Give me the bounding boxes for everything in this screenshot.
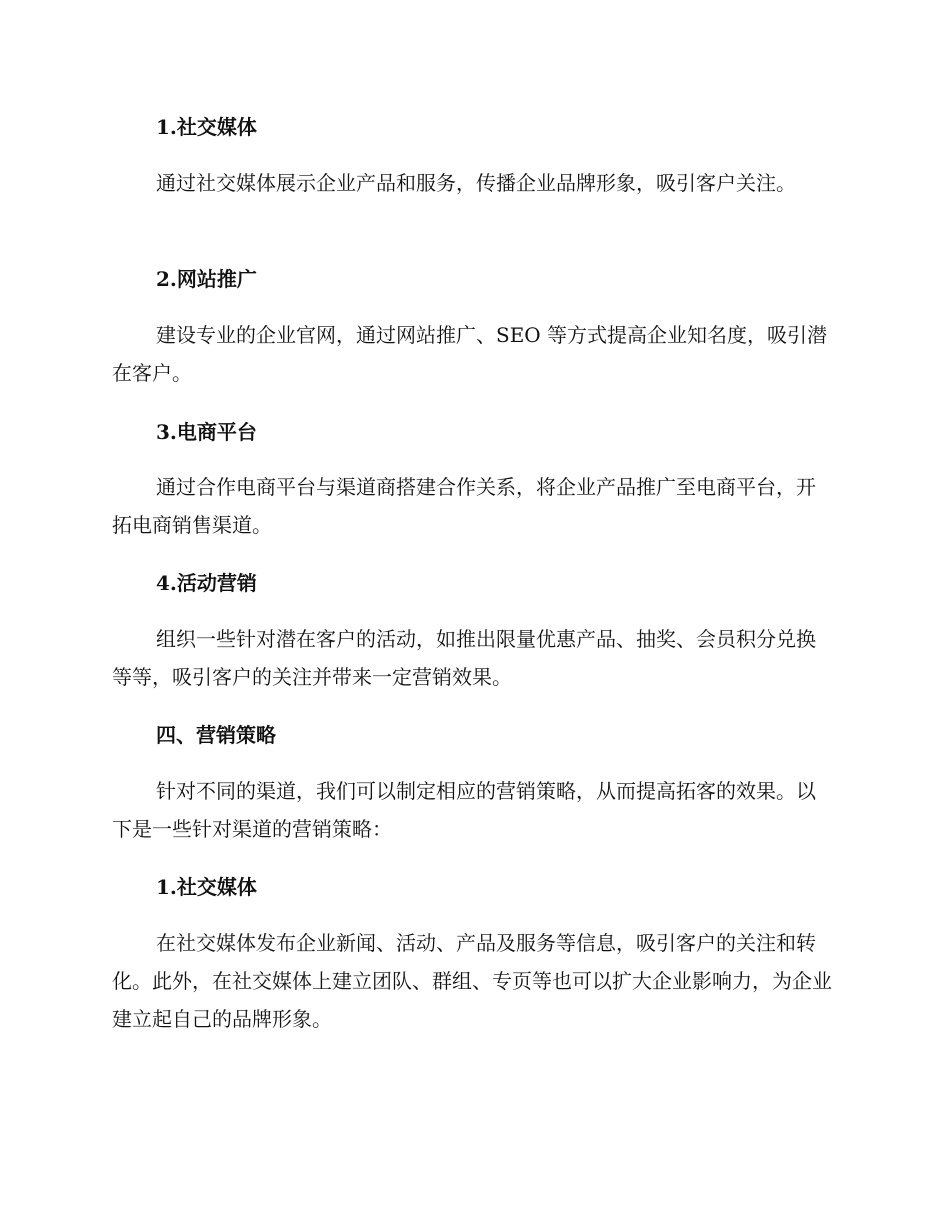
section-heading: 1.社交媒体 [156, 115, 257, 139]
section-heading: 4.活动营销 [156, 571, 257, 595]
section-paragraph: 通过合作电商平台与渠道商搭建合作关系，将企业产品推广至电商平台，开拓电商销售渠道。 [112, 475, 816, 537]
section-paragraph: 建设专业的企业官网，通过网站推广、SEO 等方式提高企业知名度，吸引潜在客户。 [112, 323, 828, 385]
section-paragraph: 针对不同的渠道，我们可以制定相应的营销策略，从而提高拓客的效果。以下是一些针对渠道的营销策略： [112, 779, 816, 841]
section-heading: 四、营销策略 [156, 723, 276, 747]
section-heading: 3.电商平台 [156, 420, 257, 444]
section-paragraph: 通过社交媒体展示企业产品和服务，传播企业品牌形象，吸引客户关注。 [156, 171, 796, 195]
section-heading: 2.网站推广 [156, 267, 257, 291]
section-paragraph: 在社交媒体发布企业新闻、活动、产品及服务等信息，吸引客户的关注和转化。此外，在社交媒体上建立团队、群组、专页等也可以扩大企业影响力，为企业建立起自己的品牌形象。 [112, 931, 832, 1031]
section-paragraph: 组织一些针对潜在客户的活动，如推出限量优惠产品、抽奖、会员积分兑换等等，吸引客户的关注并带来一定营销效果。 [112, 627, 816, 689]
section-heading: 1.社交媒体 [156, 875, 257, 899]
